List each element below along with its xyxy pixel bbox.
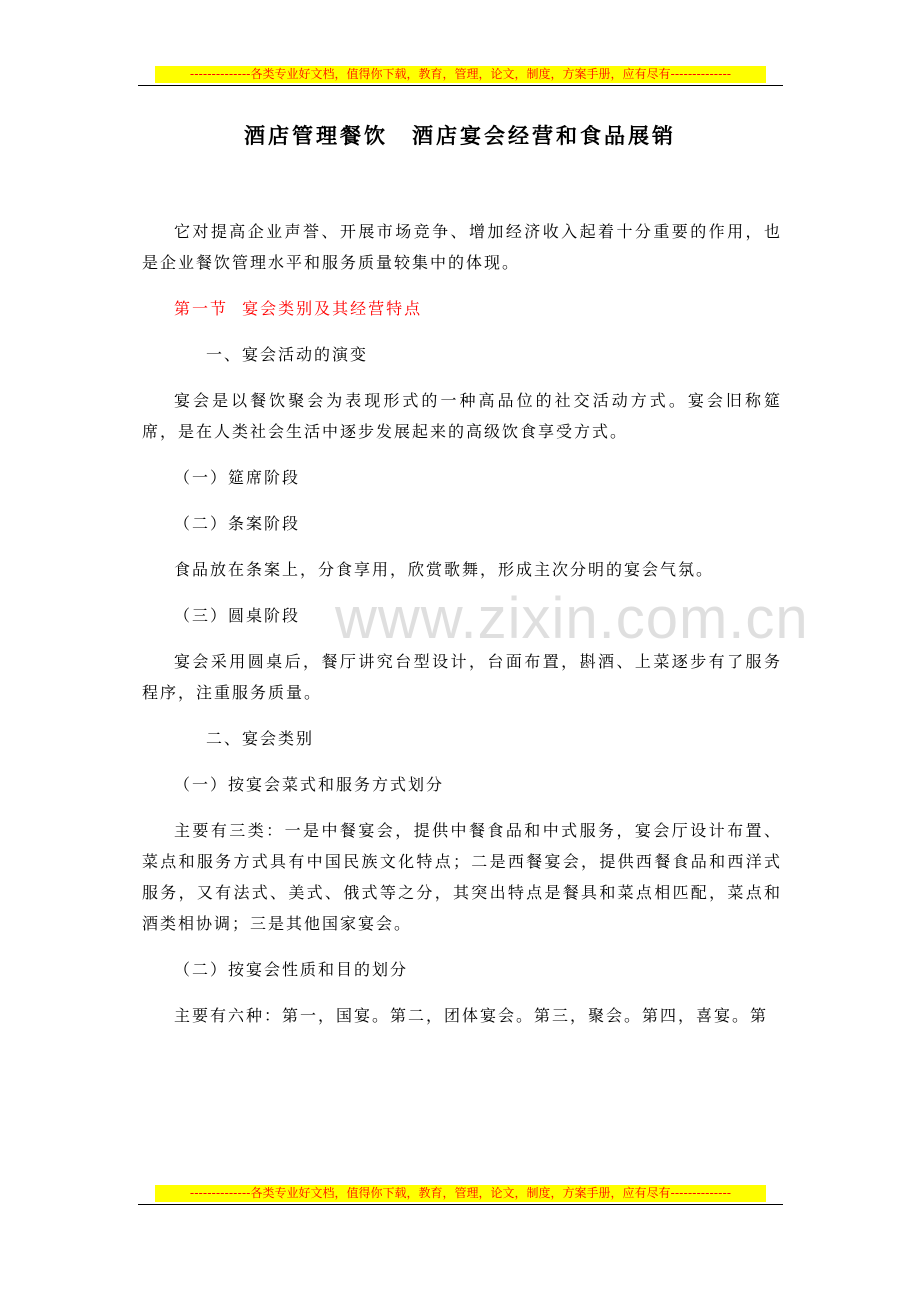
category-heading-1: （一）按宴会菜式和服务方式划分 [174, 775, 445, 794]
evolution-paragraph: 宴会是以餐饮聚会为表现形式的一种高品位的社交活动方式。宴会旧称筵席，是在人类社会生活中逐步发展起来的高级饮食享受方式。 [142, 391, 782, 441]
subsection-heading-evolution: 一、宴会活动的演变 [206, 345, 369, 364]
document-title: 酒店管理餐饮 酒店宴会经营和食品展销 [244, 123, 676, 148]
footer-rule [138, 1204, 783, 1205]
intro-paragraph: 它对提高企业声誉、开展市场竞争、增加经济收入起着十分重要的作用，也是企业餐饮管理水平和服务质量较集中的体现。 [142, 222, 782, 272]
footer-banner: --------------各类专业好文档，值得你下载，教育，管理，论文，制度，方案手册，应有尽有-------------- [155, 1185, 766, 1202]
subsection-heading-categories: 二、宴会类别 [206, 729, 315, 748]
stage-heading-3: （三）圆桌阶段 [174, 606, 301, 625]
header-banner: --------------各类专业好文档，值得你下载，教育，管理，论文，制度，方案手册，应有尽有-------------- [155, 66, 766, 83]
stage-paragraph-2: 食品放在条案上，分食享用，欣赏歌舞，形成主次分明的宴会气氛。 [174, 560, 715, 579]
stage-heading-2: （二）条案阶段 [174, 514, 301, 533]
header-rule [138, 85, 783, 86]
stage-heading-1: （一）筵席阶段 [174, 468, 301, 487]
watermark: www.zixin.com.cn [335, 586, 809, 651]
document-body [142, 216, 782, 1046]
section-heading: 第一节 宴会类别及其经营特点 [174, 299, 423, 318]
category-paragraph-1: 主要有三类：一是中餐宴会，提供中餐食品和中式服务，宴会厅设计布置、菜点和服务方式具有中国民族文化特点；二是西餐宴会，提供西餐食品和西洋式服务，又有法式、美式、俄式等之分，其突出特点是餐具和菜点相匹配，菜点和酒类相协调；三是其他国家宴会。 [142, 821, 782, 933]
category-heading-2: （二）按宴会性质和目的划分 [174, 960, 409, 979]
category-paragraph-2: 主要有六种：第一，国宴。第二，团体宴会。第三，聚会。第四，喜宴。第 [174, 1006, 769, 1025]
stage-paragraph-3: 宴会采用圆桌后，餐厅讲究台型设计，台面布置，斟酒、上菜逐步有了服务程序，注重服务质量。 [142, 652, 782, 702]
